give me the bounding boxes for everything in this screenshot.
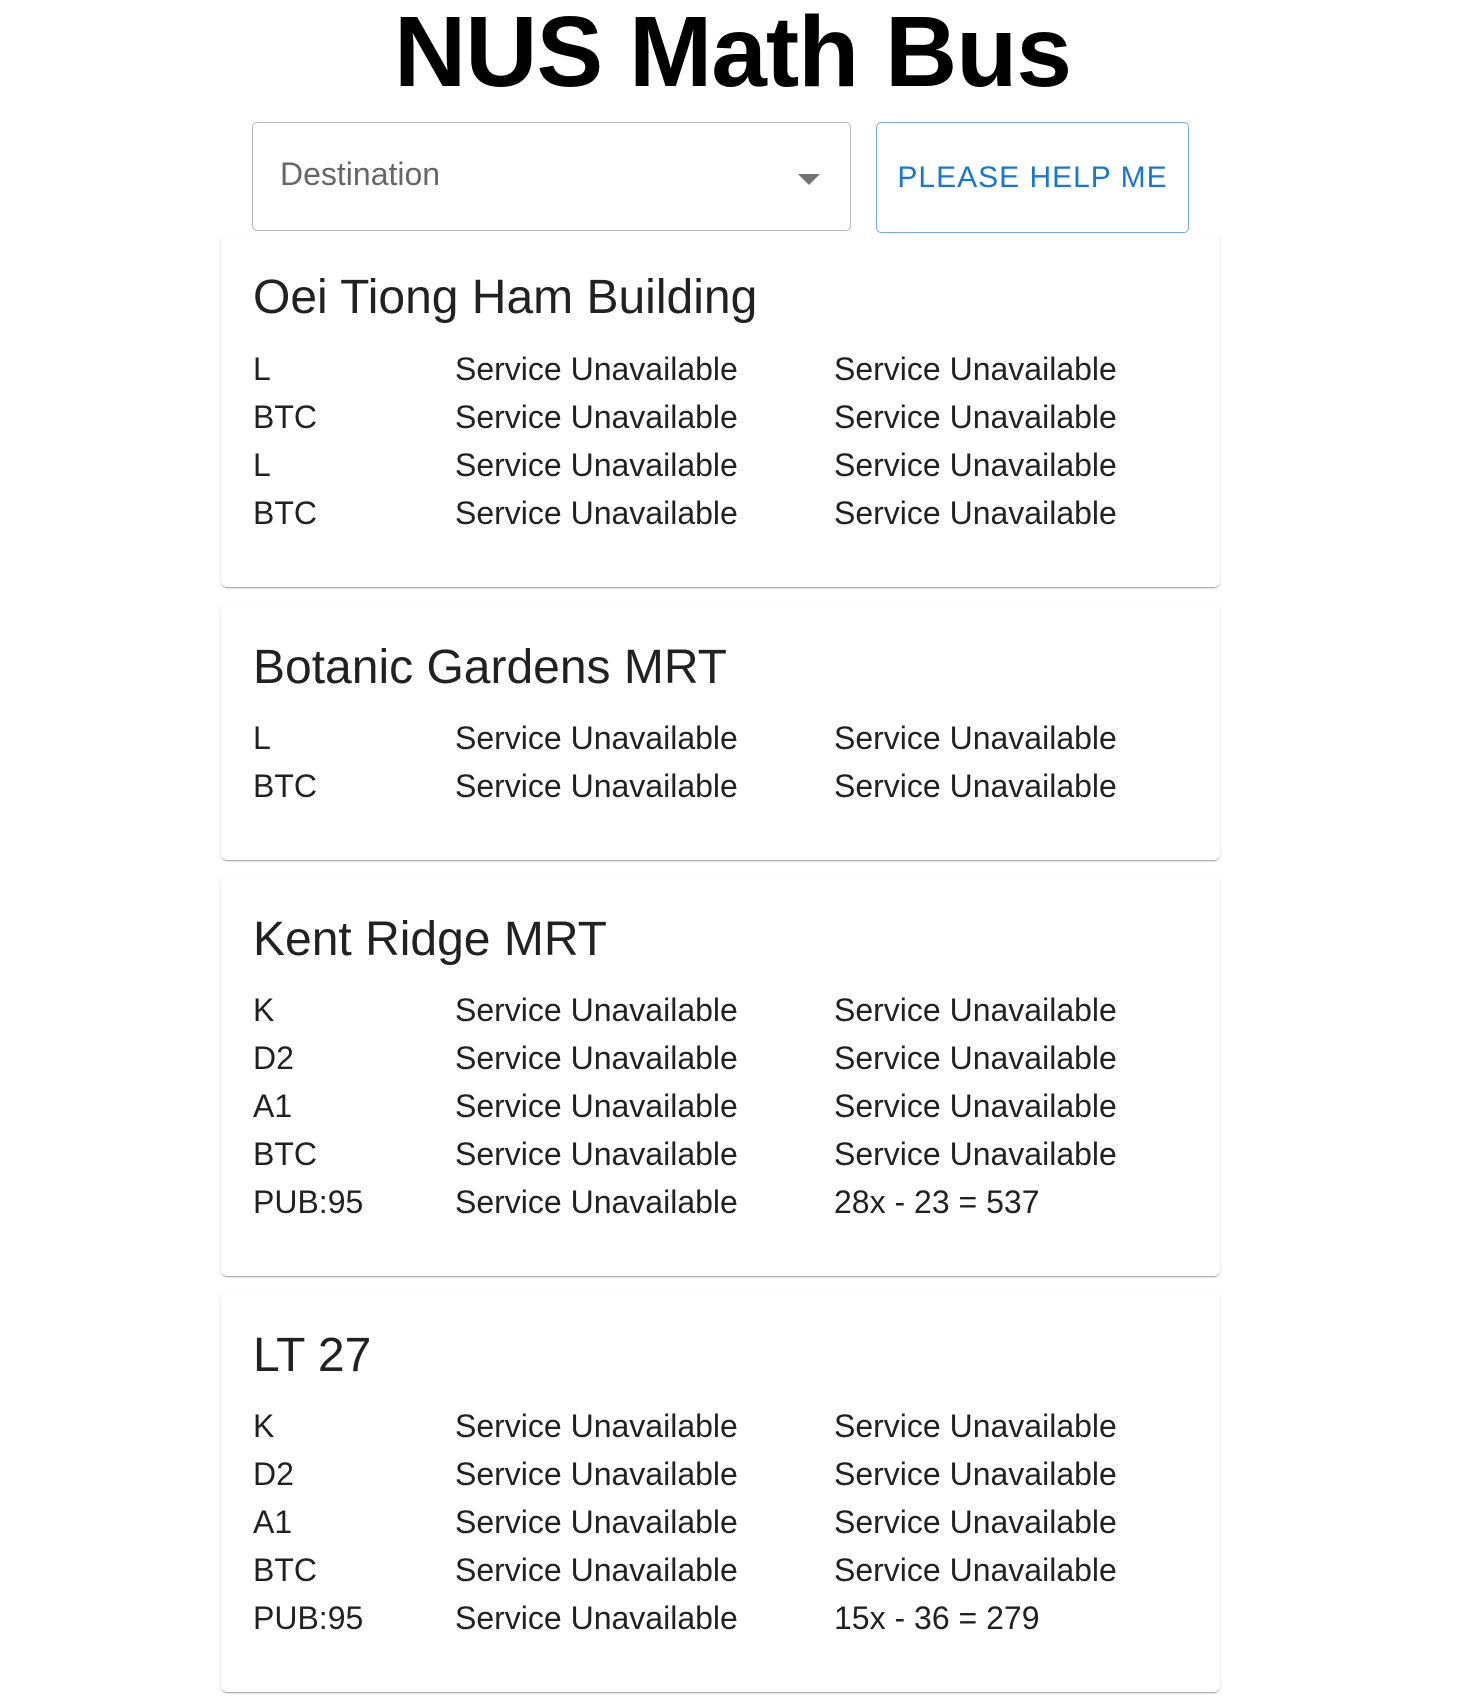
stop-card-lt27 xyxy=(221,1292,1220,1692)
destination-select[interactable] xyxy=(252,122,851,231)
next-arrival: Service Unavailable xyxy=(455,1504,738,1540)
arrival-row xyxy=(253,345,1193,393)
arrival-list xyxy=(253,345,1193,537)
arrival-list xyxy=(253,714,1193,810)
arrival-row xyxy=(253,714,1193,762)
stop-name: Kent Ridge MRT xyxy=(253,913,607,966)
page-title: NUS Math Bus xyxy=(394,0,1071,108)
next-arrival: Service Unavailable xyxy=(455,1184,738,1220)
arrival-row xyxy=(253,1082,1193,1130)
next-arrival: Service Unavailable xyxy=(455,1456,738,1492)
next-arrival: Service Unavailable xyxy=(455,1088,738,1124)
subsequent-arrival: Service Unavailable xyxy=(834,399,1117,435)
subsequent-arrival: Service Unavailable xyxy=(834,1552,1117,1588)
subsequent-arrival: Service Unavailable xyxy=(834,1456,1117,1492)
subsequent-arrival: Service Unavailable xyxy=(834,351,1117,387)
next-arrival: Service Unavailable xyxy=(455,1552,738,1588)
arrival-row xyxy=(253,393,1193,441)
subsequent-arrival: Service Unavailable xyxy=(834,992,1117,1028)
stop-card-oei-tiong-ham xyxy=(221,234,1220,587)
next-arrival: Service Unavailable xyxy=(455,399,738,435)
next-arrival: Service Unavailable xyxy=(455,1408,738,1444)
dropdown-arrow-icon[interactable] xyxy=(798,174,820,185)
service-code: BTC xyxy=(253,1136,317,1172)
arrival-row xyxy=(253,1594,1193,1642)
arrival-list xyxy=(253,986,1193,1226)
subsequent-arrival: Service Unavailable xyxy=(834,1136,1117,1172)
arrival-row xyxy=(253,1546,1193,1594)
next-arrival: Service Unavailable xyxy=(455,1040,738,1076)
arrival-list xyxy=(253,1402,1193,1642)
subsequent-arrival: Service Unavailable xyxy=(834,447,1117,483)
arrival-row xyxy=(253,1034,1193,1082)
service-code: L xyxy=(253,447,271,483)
subsequent-arrival: Service Unavailable xyxy=(834,1040,1117,1076)
next-arrival: Service Unavailable xyxy=(455,1600,738,1636)
stop-card-kent-ridge xyxy=(221,876,1220,1276)
service-code: D2 xyxy=(253,1456,294,1492)
subsequent-arrival: Service Unavailable xyxy=(834,495,1117,531)
arrival-row xyxy=(253,762,1193,810)
arrival-row xyxy=(253,441,1193,489)
next-arrival: Service Unavailable xyxy=(455,351,738,387)
math-equation: 28x - 23 = 537 xyxy=(834,1184,1040,1220)
service-code: A1 xyxy=(253,1504,293,1540)
service-code: L xyxy=(253,720,271,756)
next-arrival: Service Unavailable xyxy=(455,720,738,756)
arrival-row xyxy=(253,489,1193,537)
service-code: A1 xyxy=(253,1088,293,1124)
math-equation: 15x - 36 = 279 xyxy=(834,1600,1040,1636)
stop-card-botanic-gardens xyxy=(221,604,1220,860)
subsequent-arrival: Service Unavailable xyxy=(834,1408,1117,1444)
stop-name: LT 27 xyxy=(253,1329,372,1382)
stop-name: Botanic Gardens MRT xyxy=(253,641,727,694)
subsequent-arrival: Service Unavailable xyxy=(834,1088,1117,1124)
next-arrival: Service Unavailable xyxy=(455,992,738,1028)
next-arrival: Service Unavailable xyxy=(455,495,738,531)
subsequent-arrival: Service Unavailable xyxy=(834,768,1117,804)
stop-name: Oei Tiong Ham Building xyxy=(253,271,758,324)
next-arrival: Service Unavailable xyxy=(455,1136,738,1172)
subsequent-arrival: Service Unavailable xyxy=(834,720,1117,756)
service-code: L xyxy=(253,351,271,387)
service-code: PUB:95 xyxy=(253,1600,364,1636)
arrival-row xyxy=(253,1130,1193,1178)
service-code: D2 xyxy=(253,1040,294,1076)
service-code: K xyxy=(253,992,275,1028)
subsequent-arrival: Service Unavailable xyxy=(834,1504,1117,1540)
service-code: K xyxy=(253,1408,275,1444)
destination-placeholder: Destination xyxy=(280,156,441,192)
arrival-row xyxy=(253,1178,1193,1226)
next-arrival: Service Unavailable xyxy=(455,447,738,483)
service-code: PUB:95 xyxy=(253,1184,364,1220)
arrival-row xyxy=(253,1498,1193,1546)
service-code: BTC xyxy=(253,1552,317,1588)
arrival-row xyxy=(253,986,1193,1034)
service-code: BTC xyxy=(253,768,317,804)
service-code: BTC xyxy=(253,399,317,435)
arrival-row xyxy=(253,1402,1193,1450)
arrival-row xyxy=(253,1450,1193,1498)
next-arrival: Service Unavailable xyxy=(455,768,738,804)
please-help-me-button[interactable]: PLEASE HELP ME xyxy=(876,122,1189,233)
service-code: BTC xyxy=(253,495,317,531)
